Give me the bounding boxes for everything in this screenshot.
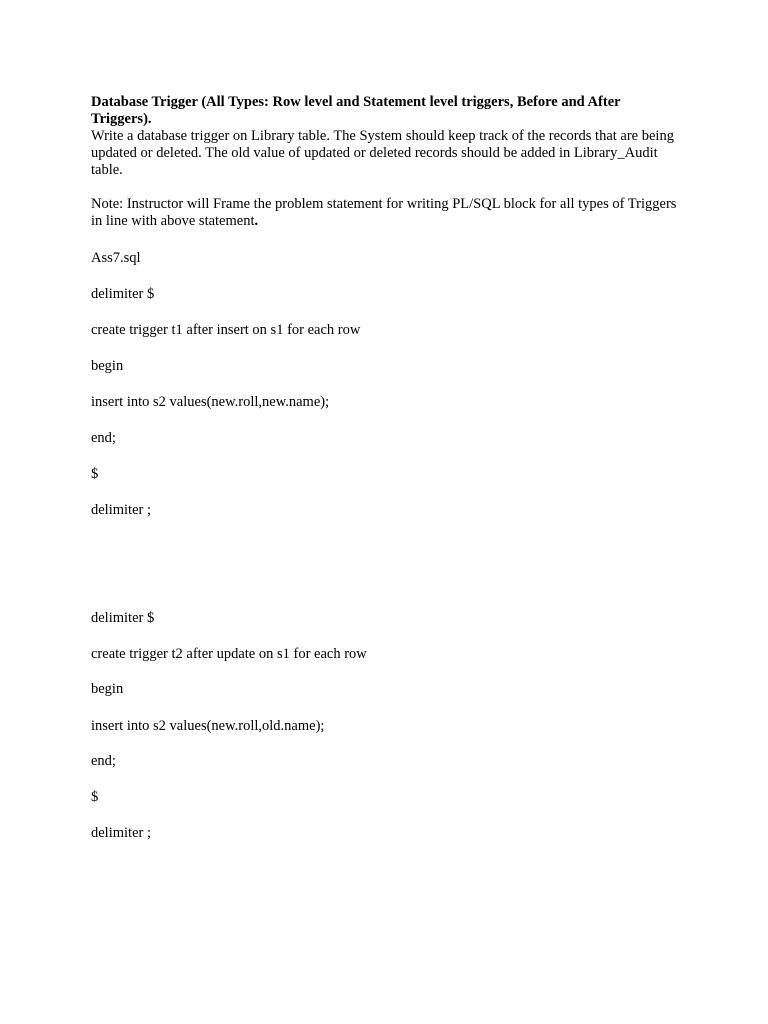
- code-line: begin: [91, 681, 124, 697]
- document-page: [91, 94, 681, 230]
- code-line: begin: [91, 358, 124, 374]
- problem-description: Write a database trigger on Library table. The System should keep track of the records that are being updated or deleted. The old value of updated or deleted records should be added in Library_Audit table.: [91, 128, 674, 178]
- code-line: insert into s2 values(new.roll,old.name);: [91, 718, 325, 734]
- sql-filename: Ass7.sql: [91, 250, 141, 266]
- instructor-note: [91, 196, 681, 230]
- code-line: delimiter ;: [91, 502, 151, 518]
- code-line: end;: [91, 753, 116, 769]
- code-line: end;: [91, 430, 116, 446]
- code-line: insert into s2 values(new.roll,new.name);: [91, 394, 330, 410]
- code-line: create trigger t2 after update on s1 for each row: [91, 646, 367, 662]
- note-text: Note: Instructor will Frame the problem statement for writing PL/SQL block for all types of Triggers in line with above statement: [91, 196, 677, 229]
- code-line: delimiter ;: [91, 825, 151, 841]
- code-line: $: [91, 789, 99, 805]
- code-line: delimiter $: [91, 610, 155, 626]
- document-title: Database Trigger (All Types: Row level and Statement level triggers, Before and After Triggers).: [91, 94, 621, 127]
- code-line: delimiter $: [91, 286, 155, 302]
- code-line: $: [91, 466, 99, 482]
- code-line: create trigger t1 after insert on s1 for each row: [91, 322, 361, 338]
- note-period: .: [254, 213, 259, 229]
